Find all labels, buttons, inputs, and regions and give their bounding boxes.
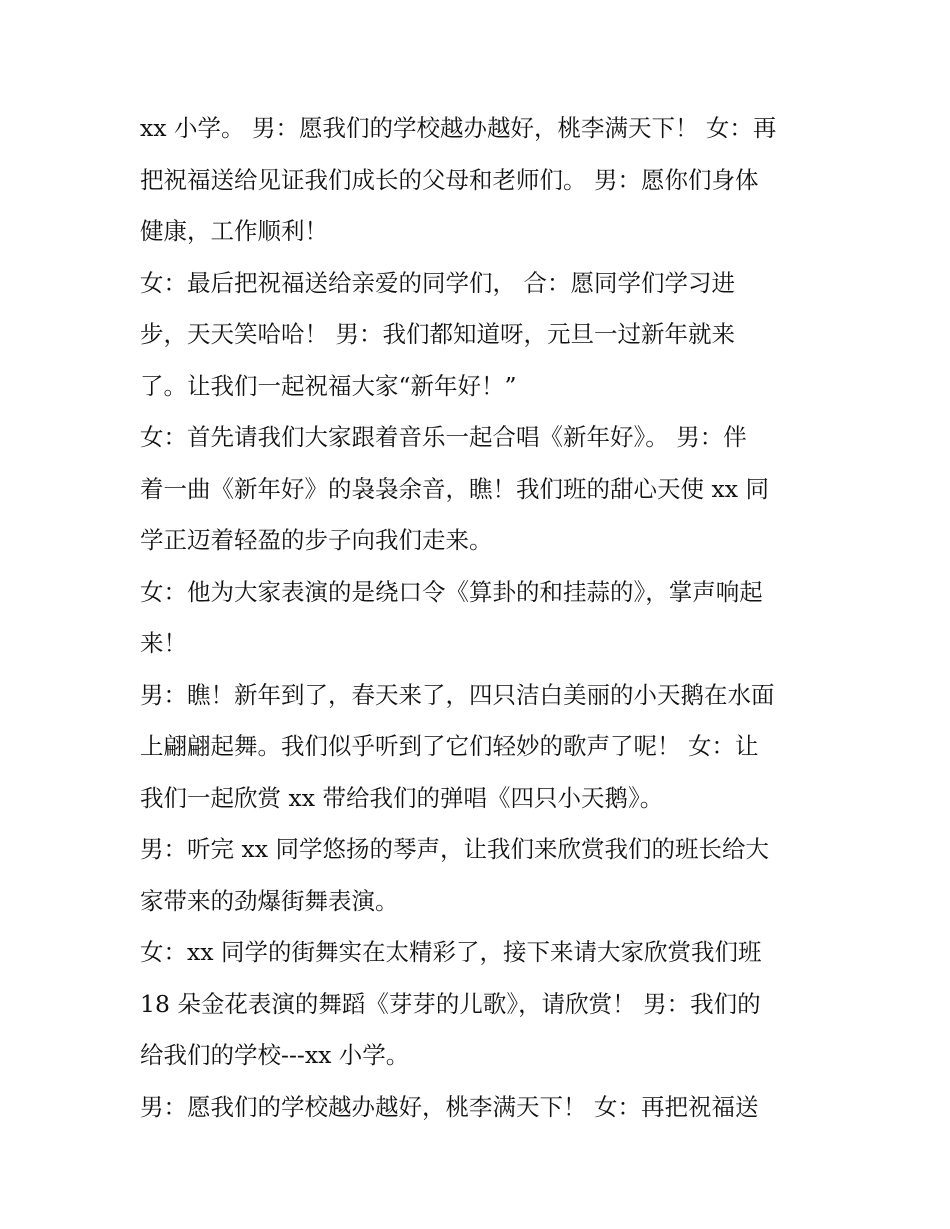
- text-line: 男：瞧！新年到了，春天来了，四只洁白美丽的小天鹅在水面: [140, 680, 775, 709]
- text-line: 女：xx 同学的街舞实在太精彩了，接下来请大家欣赏我们班: [140, 938, 762, 966]
- text-line: xx 小学。 男：愿我们的学校越办越好，桃李满天下！ 女：再: [140, 114, 777, 142]
- text-line: 学正迈着轻盈的步子向我们走来。: [140, 526, 493, 554]
- document-page: [140, 103, 830, 1133]
- text-line: 18 朵金花表演的舞蹈《芽芽的儿歌》，请欣赏！ 男：我们的: [140, 989, 761, 1018]
- text-line: 男：听完 xx 同学悠扬的琴声，让我们来欣赏我们的班长给大: [140, 835, 769, 863]
- text-line: 了。让我们一起祝福大家“新年好！”: [140, 371, 517, 400]
- text-line: 女：首先请我们大家跟着音乐一起合唱《新年好》。 男：伴: [140, 423, 747, 451]
- text-line: 健康，工作顺利！: [140, 217, 328, 245]
- text-line: 把祝福送给见证我们成长的父母和老师们。 男：愿你们身体: [140, 165, 759, 194]
- text-line: 男：愿我们的学校越办越好，桃李满天下！ 女：再把祝福送: [140, 1092, 759, 1121]
- text-line: 女：他为大家表演的是绕口令《算卦的和挂蒜的》，掌声响起: [140, 577, 763, 606]
- text-line: 步，天天笑哈哈！ 男：我们都知道呀，元旦一过新年就来: [140, 320, 735, 348]
- text-line: 着一曲《新年好》的袅袅余音，瞧！我们班的甜心天使 xx 同: [140, 474, 769, 503]
- text-line: 女：最后把祝福送给亲爱的同学们， 合：愿同学们学习进: [140, 268, 735, 297]
- text-line: 我们一起欣赏 xx 带给我们的弹唱《四只小天鹅》。: [140, 783, 664, 812]
- text-line: 上翩翩起舞。我们似乎听到了它们轻妙的歌声了呢！ 女：让: [140, 732, 759, 760]
- text-line: 给我们的学校---xx 小学。: [140, 1041, 410, 1069]
- text-line: 家带来的劲爆街舞表演。: [140, 886, 399, 915]
- text-line: 来！: [140, 629, 187, 657]
